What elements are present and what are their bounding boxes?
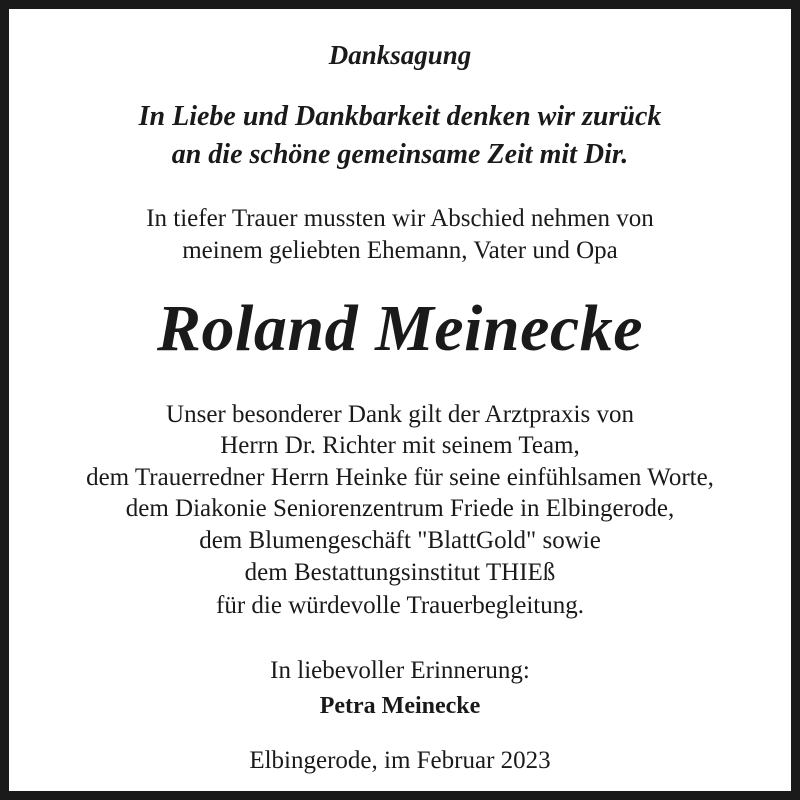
quote-line-1: In Liebe und Dankbarkeit denken wir zurück [138,101,662,132]
notice-heading: Danksagung [328,40,472,70]
deceased-name: Roland Meinecke [157,292,643,365]
intro-line-1: In tiefer Trauer mussten wir Abschied nehmen von [146,205,654,232]
thanks-line-6: dem Bestattungsinstitut THIEß [244,559,556,586]
thanks-line-3: dem Trauerredner Herrn Heinke für seine einfühlsamen Worte, [86,464,714,491]
memory-line: In liebevoller Erinnerung: [270,657,530,684]
intro-line-2: meinem geliebten Ehemann, Vater und Opa [182,237,618,264]
thanks-line-5: dem Blumengeschäft "BlattGold" sowie [199,527,601,554]
place-date: Elbingerode, im Februar 2023 [249,747,551,774]
thanks-line-7: für die würdevolle Trauerbegleitung. [216,592,584,619]
thanks-line-4: dem Diakonie Seniorenzentrum Friede in Elbingerode, [125,495,675,522]
thanks-line-1: Unser besonderer Dank gilt der Arztpraxis von [166,401,634,428]
signer-name: Petra Meinecke [319,693,481,719]
thanks-line-2: Herrn Dr. Richter mit seinem Team, [220,432,580,459]
quote-line-2: an die schöne gemeinsame Zeit mit Dir. [171,139,629,170]
